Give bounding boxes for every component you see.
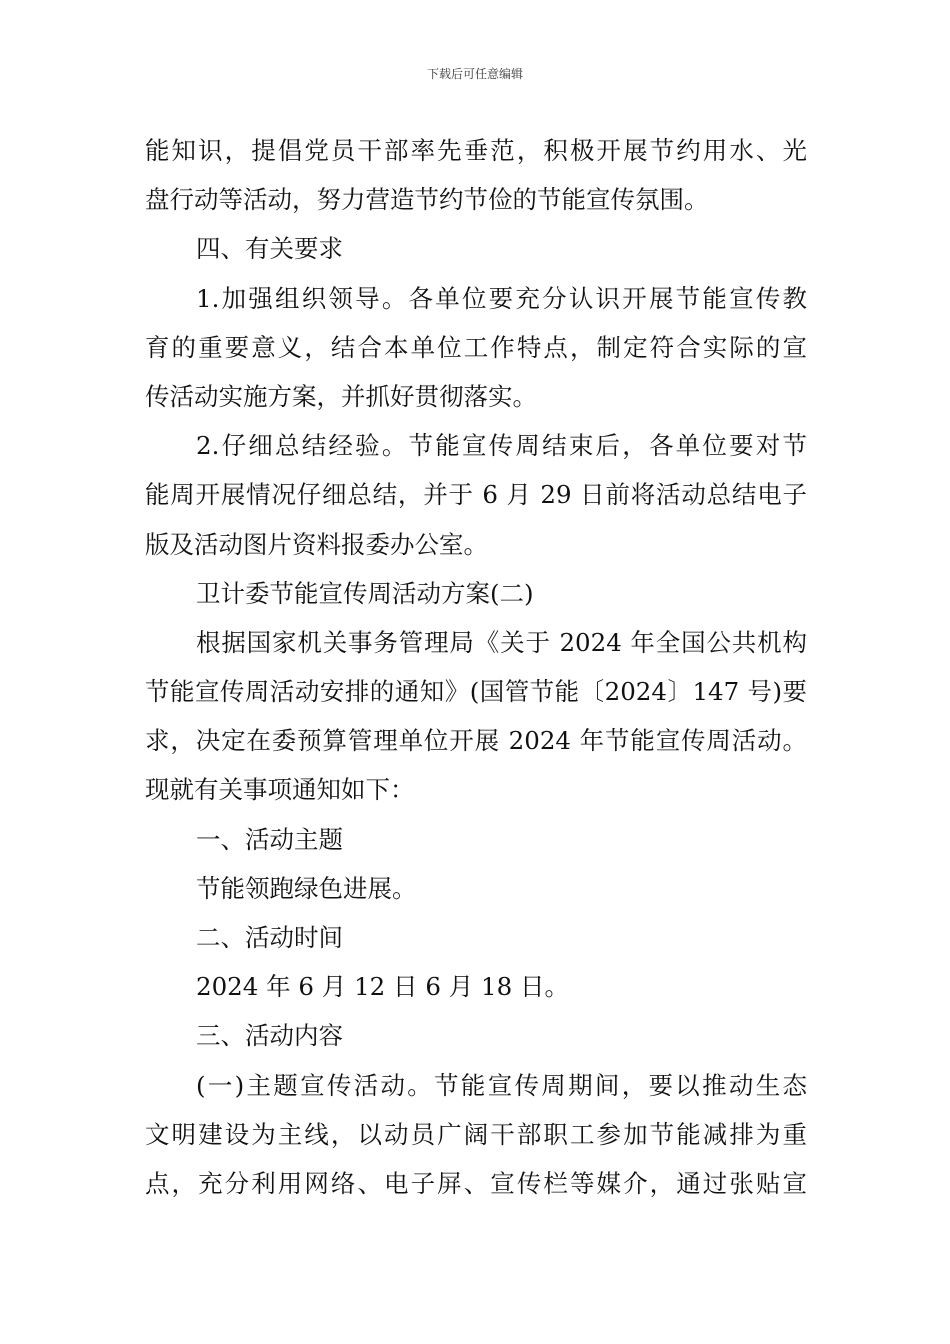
text-line: 育的重要意义，结合本单位工作特点，制定符合实际的宣 [145, 332, 807, 362]
text-line: 求，决定在委预算管理单位开展 2024 年节能宣传周活动。 [145, 726, 807, 756]
text-line: 三、活动内容 [196, 1021, 343, 1051]
text-line: 点，充分利用网络、电子屏、宣传栏等媒介，通过张贴宣 [145, 1168, 807, 1198]
page-header: 下载后可任意编辑 [426, 67, 523, 81]
text-line: 根据国家机关事务管理局《关于 2024 年全国公共机构 [196, 627, 807, 657]
text-line: 2.仔细总结经验。节能宣传周结束后，各单位要对节 [196, 431, 807, 461]
text-line: 现就有关事项通知如下： [145, 775, 415, 805]
text-line: 四、有关要求 [196, 234, 343, 264]
text-line: 节能领跑绿色进展。 [196, 873, 417, 903]
text-line: 版及活动图片资料报委办公室。 [145, 529, 488, 559]
text-line: 盘行动等活动，努力营造节约节俭的节能宣传氛围。 [145, 185, 709, 215]
text-line: 能周开展情况仔细总结，并于 6 月 29 日前将活动总结电子 [145, 480, 807, 510]
document-body [145, 126, 807, 1208]
text-line: 文明建设为主线，以动员广阔干部职工参加节能减排为重 [145, 1119, 807, 1149]
text-line: 能知识，提倡党员干部率先垂范，积极开展节约用水、光 [145, 136, 807, 165]
text-line: (一)主题宣传活动。节能宣传周期间，要以推动生态 [196, 1070, 807, 1100]
text-line: 节能宣传周活动安排的通知》(国管节能〔2024〕147 号)要 [145, 677, 807, 707]
text-line: 1.加强组织领导。各单位要充分认识开展节能宣传教 [196, 283, 807, 313]
text-line: 2024 年 6 月 12 日 6 月 18 日。 [196, 972, 569, 1002]
text-line: 一、活动主题 [196, 824, 343, 854]
text-line: 二、活动时间 [196, 923, 343, 952]
text-line: 传活动实施方案，并抓好贯彻落实。 [145, 381, 537, 411]
text-line: 卫计委节能宣传周活动方案(二) [196, 578, 534, 608]
